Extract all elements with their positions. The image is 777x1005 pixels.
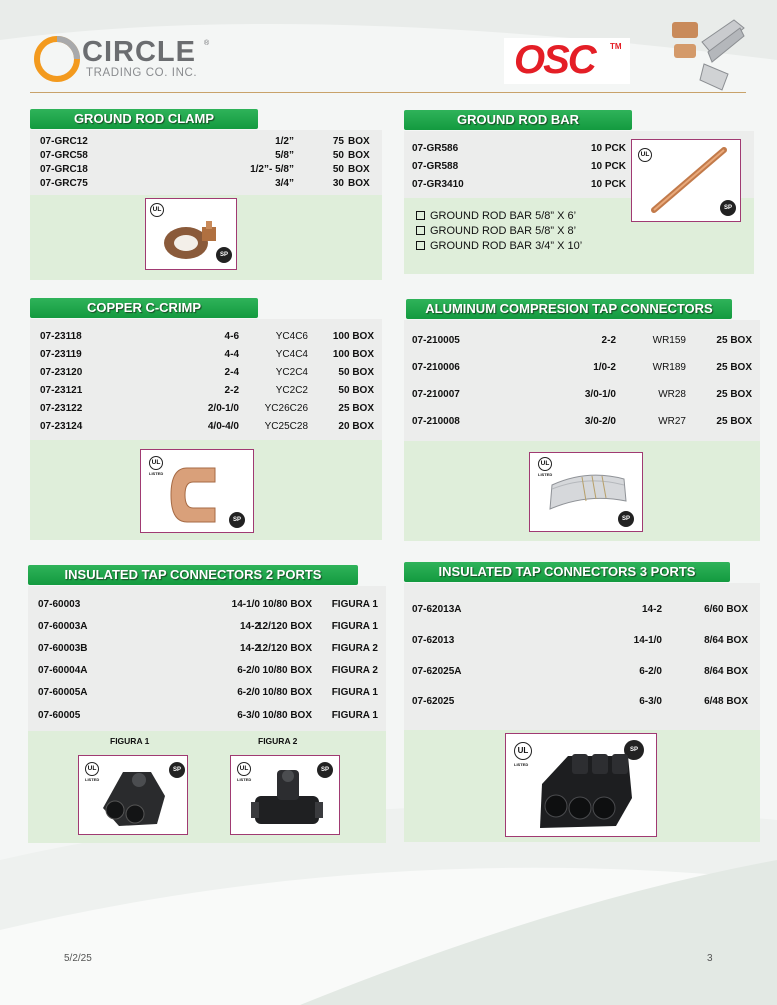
c-crimp-icon bbox=[165, 460, 229, 530]
item-range: 6-2/0 bbox=[237, 665, 260, 676]
checkbox-icon bbox=[416, 226, 425, 235]
csa-certification-icon: SP bbox=[720, 200, 736, 216]
item-range: 4-6 bbox=[224, 331, 239, 342]
figure-1-photo: UL LISTED SP bbox=[78, 755, 188, 835]
item-qty: 50 BOX bbox=[338, 385, 374, 396]
item-code: 07-60003 bbox=[38, 599, 81, 610]
checkbox-icon bbox=[416, 211, 425, 220]
item-unit: BOX bbox=[348, 164, 370, 175]
item-qty: 10 PCK bbox=[590, 179, 626, 190]
item-pack: 10/80 BOX bbox=[262, 710, 312, 721]
csa-certification-icon: SP bbox=[317, 762, 333, 778]
item-code: 07-62025A bbox=[412, 666, 462, 677]
item-model: WR28 bbox=[658, 389, 686, 400]
item-pack: 10/80 BOX bbox=[262, 599, 312, 610]
aluminum-tap-photo: UL LISTED SP bbox=[529, 452, 643, 532]
item-code: 07-210006 bbox=[412, 362, 460, 373]
company-name: CIRCLE bbox=[82, 36, 196, 68]
item-code: 07-23118 bbox=[40, 331, 82, 342]
item-qty: 50 BOX bbox=[338, 367, 374, 378]
item-unit: BOX bbox=[348, 150, 370, 161]
item-code: 07-60003A bbox=[38, 621, 88, 632]
item-range: 6-3/0 bbox=[639, 696, 662, 707]
item-range: 2-2 bbox=[601, 335, 616, 346]
item-range: 4-4 bbox=[224, 349, 239, 360]
csa-certification-icon: SP bbox=[229, 512, 245, 528]
item-model: YC2C4 bbox=[275, 367, 308, 378]
item-range: 3/0-1/0 bbox=[584, 389, 616, 400]
item-unit: BOX bbox=[348, 178, 370, 189]
item-qty: 75 bbox=[332, 136, 344, 147]
item-model: WR159 bbox=[652, 335, 686, 346]
header-divider bbox=[30, 92, 746, 93]
item-code: 07-60005 bbox=[38, 710, 81, 721]
item-qty: 25 BOX bbox=[338, 403, 374, 414]
insulated-3-table bbox=[404, 583, 760, 730]
insulated-3-port-photo: UL LISTED SP bbox=[505, 733, 657, 837]
osc-logo-text: OSC bbox=[514, 38, 595, 82]
item-code: 07-GRC58 bbox=[40, 150, 88, 161]
item-qty: 50 bbox=[332, 150, 344, 161]
item-code: 07-23119 bbox=[40, 349, 82, 360]
insulated-2-table bbox=[28, 586, 386, 731]
osc-logo bbox=[504, 38, 630, 84]
figure-2-photo: UL LISTED SP bbox=[230, 755, 340, 835]
csa-certification-icon: SP bbox=[618, 511, 634, 527]
item-model: WR189 bbox=[652, 362, 686, 373]
item-pack: 10/80 BOX bbox=[262, 687, 312, 698]
item-code: 07-23122 bbox=[40, 403, 83, 414]
item-code: 07-210007 bbox=[412, 389, 460, 400]
item-figure: FIGURA 2 bbox=[331, 665, 378, 676]
item-figure: FIGURA 1 bbox=[331, 621, 378, 632]
section-title-ground-rod-clamp: GROUND ROD CLAMP bbox=[30, 109, 258, 129]
item-range: 14-1/0 bbox=[633, 635, 662, 646]
section-title-aluminum-tap-connectors: ALUMINUM COMPRESION TAP CONNECTORS bbox=[406, 299, 732, 319]
item-pack: 8/64 BOX bbox=[704, 635, 748, 646]
item-code: 07-GR588 bbox=[412, 161, 459, 172]
ul-listed-icon: UL bbox=[150, 203, 164, 217]
item-qty: 25 BOX bbox=[716, 335, 752, 346]
csa-certification-icon: SP bbox=[169, 762, 185, 778]
item-pack: 8/64 BOX bbox=[704, 666, 748, 677]
item-model: YC2C2 bbox=[275, 385, 308, 396]
ul-listed-icon: UL bbox=[638, 148, 652, 162]
section-title-ground-rod-bar: GROUND ROD BAR bbox=[404, 110, 632, 130]
item-range: 14-1/0 bbox=[231, 599, 260, 610]
checkbox-icon bbox=[416, 241, 425, 250]
item-code: 07-GRC12 bbox=[40, 136, 88, 147]
item-size: 1/2” bbox=[275, 136, 294, 147]
item-pack: 6/48 BOX bbox=[704, 696, 748, 707]
ul-listed-icon: UL bbox=[85, 762, 99, 776]
item-pack: 10/80 BOX bbox=[262, 665, 312, 676]
item-range: 2/0-1/0 bbox=[207, 403, 239, 414]
item-figure: FIGURA 1 bbox=[331, 687, 378, 698]
item-range: 6-2/0 bbox=[237, 687, 260, 698]
item-qty: 100 BOX bbox=[332, 331, 374, 342]
item-code: 07-210005 bbox=[412, 335, 460, 346]
ground-rod-clamp-photo bbox=[145, 198, 237, 270]
ul-listed-icon: UL bbox=[538, 457, 552, 471]
footer-date: 5/2/25 bbox=[64, 953, 92, 964]
item-range: 14-2 bbox=[239, 643, 260, 654]
list-item: GROUND ROD BAR 3/4” X 10’ bbox=[416, 240, 582, 252]
item-code: 07-GR3410 bbox=[412, 179, 464, 190]
osc-trademark: TM bbox=[610, 42, 622, 51]
page-number: 3 bbox=[707, 953, 713, 964]
insulated-2-port-fig2-icon bbox=[247, 766, 327, 832]
item-code: 07-60004A bbox=[38, 665, 88, 676]
item-range: 3/0-2/0 bbox=[584, 416, 616, 427]
item-range: 1/0-2 bbox=[593, 362, 616, 373]
ground-rod-bar-photo bbox=[631, 139, 741, 222]
section-title-insulated-3-ports: INSULATED TAP CONNECTORS 3 PORTS bbox=[404, 562, 730, 582]
item-code: 07-GRC75 bbox=[40, 178, 88, 189]
item-qty: 30 bbox=[332, 178, 344, 189]
item-qty: 50 bbox=[332, 164, 344, 175]
item-qty: 25 BOX bbox=[716, 389, 752, 400]
item-range: 6-3/0 bbox=[237, 710, 260, 721]
item-pack: 6/60 BOX bbox=[704, 604, 748, 615]
item-code: 07-60003B bbox=[38, 643, 88, 654]
company-trademark: ® bbox=[204, 40, 210, 47]
item-unit: BOX bbox=[348, 136, 370, 147]
item-code: 07-23124 bbox=[40, 421, 83, 432]
item-range: 14-2 bbox=[641, 604, 662, 615]
item-size: 1/2”- 5/8” bbox=[250, 164, 294, 175]
copper-c-crimp-photo: UL LISTED SP bbox=[140, 449, 254, 533]
aluminum-tap-table bbox=[404, 320, 760, 441]
item-model: WR27 bbox=[658, 416, 686, 427]
aluminum-connector-icon bbox=[542, 467, 632, 517]
item-qty: 25 BOX bbox=[716, 362, 752, 373]
item-code: 07-GRC18 bbox=[40, 164, 88, 175]
item-model: YC26C26 bbox=[264, 403, 308, 414]
ul-listed-icon: UL bbox=[237, 762, 251, 776]
section-title-copper-c-crimp: COPPER C-CRIMP bbox=[30, 298, 258, 318]
ul-listed-icon: UL bbox=[149, 456, 163, 470]
item-range: 14-2 bbox=[239, 621, 260, 632]
item-code: 07-23120 bbox=[40, 367, 83, 378]
item-figure: FIGURA 2 bbox=[331, 643, 378, 654]
insulated-2-port-fig1-icon bbox=[93, 766, 173, 832]
item-figure: FIGURA 1 bbox=[331, 710, 378, 721]
item-code: 07-210008 bbox=[412, 416, 460, 427]
item-figure: FIGURA 1 bbox=[331, 599, 378, 610]
item-model: YC4C4 bbox=[275, 349, 308, 360]
company-subtitle: TRADING CO. INC. bbox=[86, 67, 198, 79]
item-qty: 100 BOX bbox=[332, 349, 374, 360]
item-model: YC4C6 bbox=[275, 331, 308, 342]
list-item: GROUND ROD BAR 5/8” X 8’ bbox=[416, 225, 582, 237]
item-model: YC25C28 bbox=[264, 421, 308, 432]
header-product-image bbox=[664, 14, 748, 92]
figure-1-label: FIGURA 1 bbox=[110, 736, 150, 746]
ul-listed-icon: UL bbox=[514, 742, 532, 760]
ground-rod-clamp-table bbox=[30, 130, 382, 195]
item-qty: 10 PCK bbox=[590, 161, 626, 172]
item-range: 2-2 bbox=[224, 385, 239, 396]
item-range: 2-4 bbox=[224, 367, 239, 378]
item-code: 07-62025 bbox=[412, 696, 455, 707]
item-pack: 12/120 BOX bbox=[256, 621, 312, 632]
circle-trading-logo bbox=[32, 34, 222, 86]
item-qty: 20 BOX bbox=[338, 421, 374, 432]
item-pack: 12/120 BOX bbox=[256, 643, 312, 654]
copper-rod-icon bbox=[644, 146, 730, 218]
copper-c-crimp-table bbox=[30, 319, 382, 440]
item-code: 07-GR586 bbox=[412, 143, 459, 154]
item-size: 5/8” bbox=[275, 150, 294, 161]
item-code: 07-62013A bbox=[412, 604, 462, 615]
item-range: 4/0-4/0 bbox=[207, 421, 239, 432]
item-size: 3/4” bbox=[275, 178, 294, 189]
csa-certification-icon: SP bbox=[216, 247, 232, 263]
csa-certification-icon: SP bbox=[624, 740, 644, 760]
insulated-3-port-icon bbox=[528, 748, 638, 834]
item-qty: 25 BOX bbox=[716, 416, 752, 427]
item-code: 07-62013 bbox=[412, 635, 455, 646]
figure-2-label: FIGURA 2 bbox=[258, 736, 298, 746]
item-range: 6-2/0 bbox=[639, 666, 662, 677]
item-qty: 10 PCK bbox=[590, 143, 626, 154]
section-title-insulated-2-ports: INSULATED TAP CONNECTORS 2 PORTS bbox=[28, 565, 358, 585]
list-item: GROUND ROD BAR 5/8” X 6’ bbox=[416, 210, 582, 222]
item-code: 07-60005A bbox=[38, 687, 88, 698]
circle-logo-icon bbox=[32, 34, 82, 84]
item-code: 07-23121 bbox=[40, 385, 83, 396]
ground-rod-bar-list bbox=[416, 210, 582, 255]
